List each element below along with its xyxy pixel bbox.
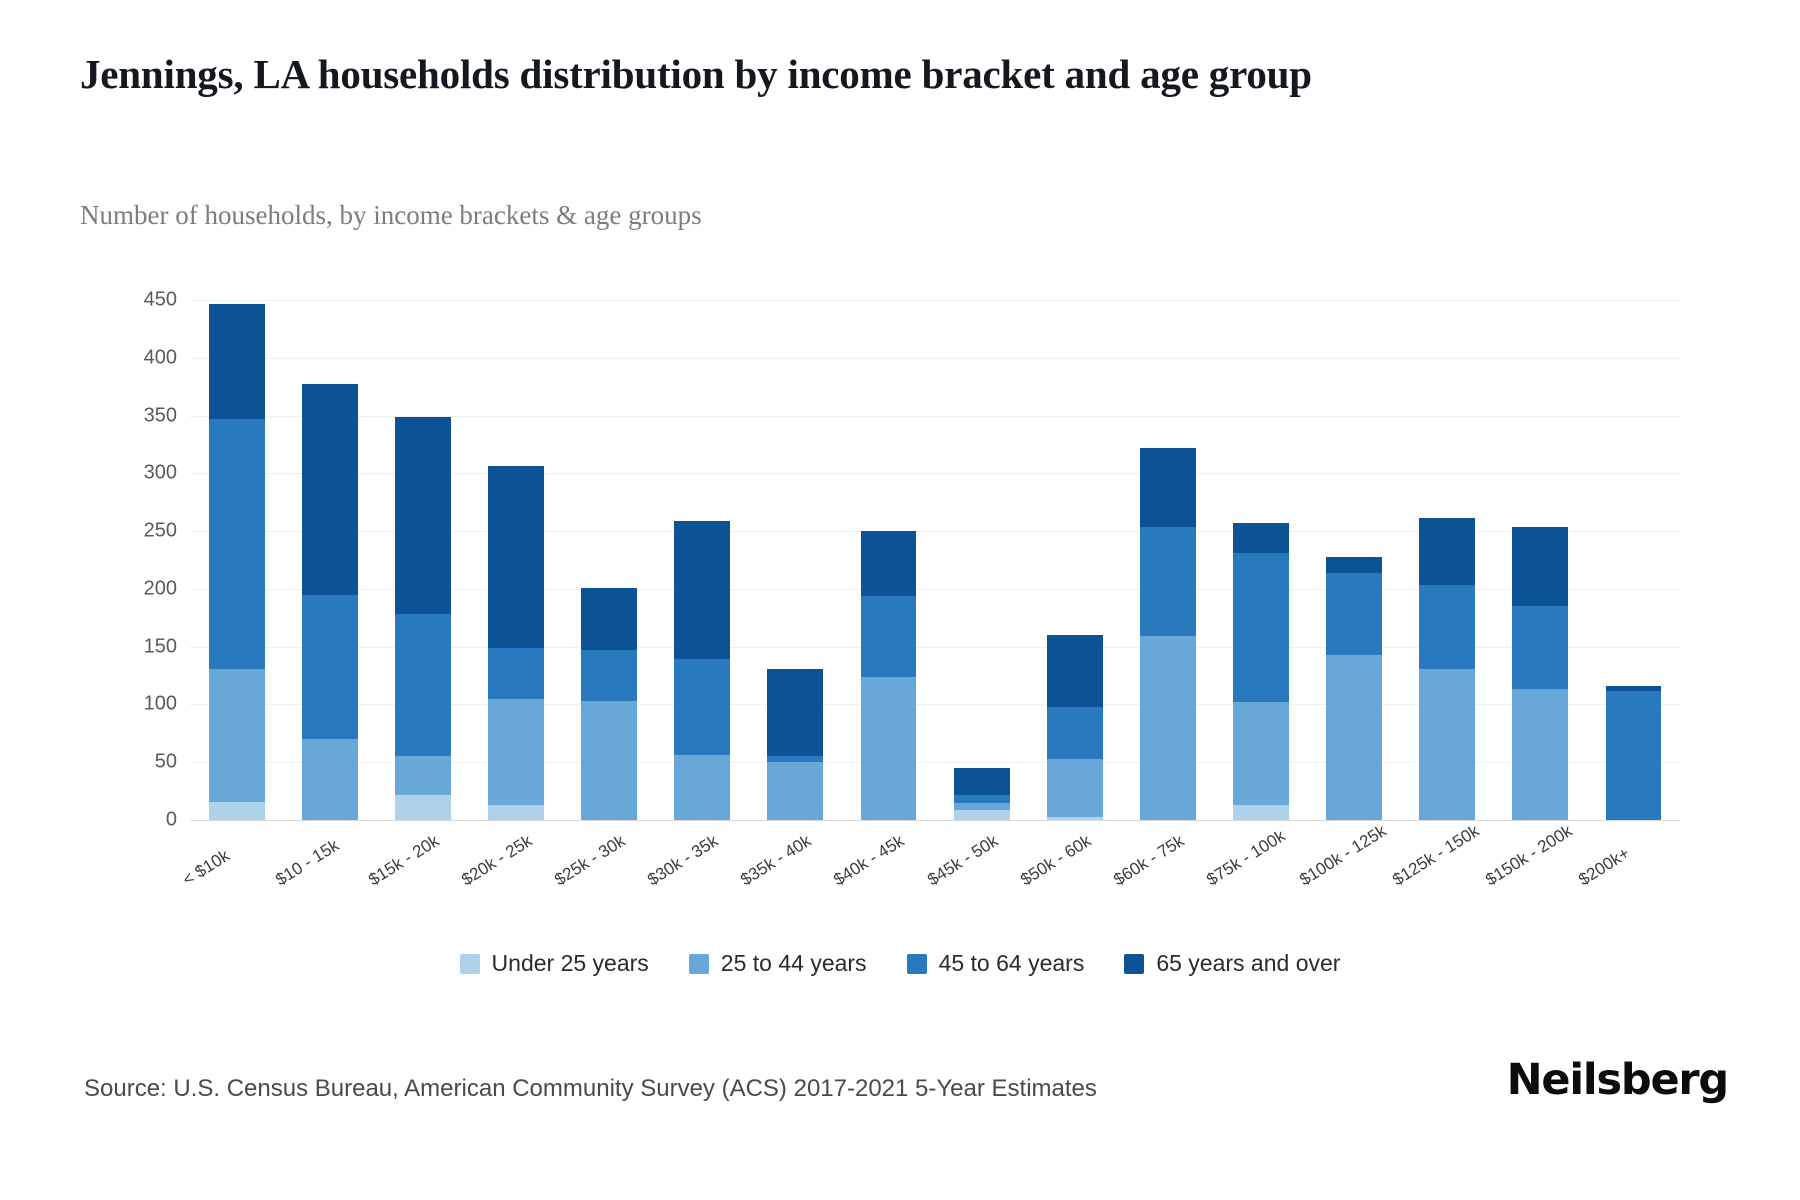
bar-segment[interactable] — [209, 304, 265, 420]
bar-segment[interactable] — [1512, 527, 1568, 607]
x-axis-tick-label: $30k - 35k — [644, 831, 722, 890]
plot-area — [143, 288, 1680, 831]
legend-item[interactable] — [460, 950, 649, 977]
bar-segment[interactable] — [954, 768, 1010, 795]
bar-slot — [1308, 300, 1401, 820]
x-axis-tick-label: $40k - 45k — [830, 831, 908, 890]
bar-slot — [1401, 300, 1494, 820]
y-axis-tick-label: 300 — [143, 461, 177, 484]
x-label-slot — [458, 828, 562, 948]
x-axis-tick-label: $60k - 75k — [1109, 831, 1188, 890]
bar-segment[interactable] — [302, 595, 358, 739]
bar-segment[interactable] — [1419, 518, 1475, 585]
bar-stack[interactable] — [395, 417, 451, 820]
x-axis-tick-label: $45k - 50k — [923, 831, 1002, 890]
x-label-slot — [1016, 828, 1121, 948]
bar-segment[interactable] — [395, 756, 451, 794]
brand-logo: Neilsberg — [1506, 1055, 1728, 1105]
bar-stack[interactable] — [1606, 686, 1662, 820]
bar-segment[interactable] — [209, 669, 265, 802]
bar-segment[interactable] — [581, 701, 637, 820]
bar-slot — [656, 300, 749, 820]
chart-container — [80, 280, 1720, 900]
bar-segment[interactable] — [767, 669, 823, 757]
y-axis-tick-label: 50 — [154, 750, 177, 773]
x-label-slot — [1482, 821, 1587, 948]
bar-segment[interactable] — [395, 614, 451, 756]
bar-slot — [1214, 300, 1307, 820]
bar-segment[interactable] — [1326, 655, 1382, 820]
bar-stack[interactable] — [954, 768, 1010, 820]
legend-swatch-icon — [460, 954, 480, 974]
y-axis-tick-label: 0 — [165, 808, 177, 831]
bar-segment[interactable] — [954, 810, 1010, 820]
bar-segment[interactable] — [209, 802, 265, 820]
bar-slot — [1121, 300, 1214, 820]
legend-swatch-icon — [689, 954, 709, 974]
page-title: Jennings, LA households distribution by income bracket and age group — [80, 51, 1312, 97]
y-axis-tick-label: 400 — [143, 346, 177, 369]
bar-segment[interactable] — [1140, 636, 1196, 820]
x-axis-tick-label: $35k - 40k — [737, 831, 815, 890]
x-axis-labels — [178, 821, 1680, 948]
bar-stack[interactable] — [767, 669, 823, 820]
bar-segment[interactable] — [1419, 585, 1475, 668]
bar-segment[interactable] — [954, 795, 1010, 803]
bar-segment[interactable] — [1140, 527, 1196, 637]
bar-slot — [376, 300, 469, 820]
y-axis-tick-label: 450 — [143, 288, 177, 311]
page-subtitle: Number of households, by income brackets & age groups — [80, 200, 702, 230]
x-label-slot — [923, 828, 1028, 948]
bar-stack[interactable] — [1512, 527, 1568, 820]
bar-segment[interactable] — [954, 803, 1010, 810]
legend-label: 25 to 44 years — [720, 950, 867, 976]
legend-item[interactable] — [1124, 950, 1340, 977]
bar-segment[interactable] — [674, 755, 730, 820]
bar-segment[interactable] — [1233, 553, 1289, 702]
y-axis-tick-label: 100 — [143, 692, 177, 715]
x-axis-tick-label: $75k - 100k — [1203, 826, 1289, 890]
bar-slot — [469, 300, 562, 820]
bar-stack[interactable] — [302, 384, 358, 820]
x-label-slot — [364, 828, 469, 948]
bar-segment[interactable] — [1512, 606, 1568, 689]
bar-segment[interactable] — [861, 531, 917, 596]
bar-segment[interactable] — [302, 739, 358, 820]
bar-segment[interactable] — [1047, 635, 1103, 707]
bar-segment[interactable] — [209, 419, 265, 669]
x-label-slot — [1296, 821, 1401, 948]
bar-stack[interactable] — [1419, 518, 1475, 820]
bar-segment[interactable] — [1233, 523, 1289, 553]
bar-stack[interactable] — [1233, 523, 1289, 820]
bar-slot — [749, 300, 842, 820]
source-note: Source: U.S. Census Bureau, American Community Survey (ACS) 2017-2021 5-Year Estimates — [84, 1075, 1097, 1102]
bar-segment[interactable] — [674, 659, 730, 755]
x-label-slot — [178, 828, 283, 948]
bar-slot — [842, 300, 935, 820]
legend-label: 65 years and over — [1156, 950, 1341, 976]
bar-segment[interactable] — [1512, 689, 1568, 820]
bar-segment[interactable] — [1606, 691, 1662, 820]
bar-segment[interactable] — [302, 384, 358, 594]
x-axis-tick-label: $10 - 15k — [271, 835, 342, 890]
legend-swatch-icon — [1124, 954, 1144, 974]
x-axis-tick-label: $25k - 30k — [551, 831, 629, 890]
bar-segment[interactable] — [1047, 817, 1103, 820]
x-label-slot — [737, 828, 842, 948]
x-label-slot — [1575, 828, 1680, 948]
bar-slot — [1587, 300, 1680, 820]
bar-stack[interactable] — [674, 521, 730, 820]
bar-slot — [190, 300, 283, 820]
bar-segment[interactable] — [1326, 557, 1382, 573]
x-axis-tick-label: < $10k — [178, 845, 233, 890]
bar-slot — [935, 300, 1028, 820]
bar-segment[interactable] — [767, 762, 823, 820]
bar-segment[interactable] — [395, 795, 451, 820]
bar-stack[interactable] — [581, 588, 637, 820]
bar-segment[interactable] — [488, 648, 544, 699]
x-label-slot — [271, 828, 376, 948]
x-axis-tick-label: $200k+ — [1575, 843, 1634, 890]
legend-label: 45 to 64 years — [938, 950, 1085, 976]
bar-stack[interactable] — [1326, 557, 1382, 820]
y-axis-tick-label: 150 — [143, 635, 177, 658]
bar-stack[interactable] — [861, 531, 917, 820]
bar-segment[interactable] — [861, 677, 917, 820]
bar-segment[interactable] — [1140, 448, 1196, 527]
x-axis-tick-label: $20k - 25k — [458, 831, 536, 890]
bar-segment[interactable] — [1047, 759, 1103, 817]
bar-segment[interactable] — [488, 805, 544, 820]
x-label-slot — [1203, 826, 1307, 948]
bar-segment[interactable] — [1326, 573, 1382, 655]
x-axis-tick-label: $50k - 60k — [1016, 831, 1095, 890]
bar-slot — [1494, 300, 1587, 820]
bar-segment[interactable] — [581, 650, 637, 701]
x-axis-tick-label: $150k - 200k — [1482, 821, 1576, 890]
legend-swatch-icon — [907, 954, 927, 974]
x-label-slot — [1389, 821, 1494, 948]
bar-segment[interactable] — [1419, 669, 1475, 820]
x-label-slot — [830, 828, 935, 948]
bar-segment[interactable] — [861, 596, 917, 677]
bar-group — [190, 300, 1680, 820]
legend-item[interactable] — [907, 950, 1085, 977]
chart-legend — [0, 950, 1800, 977]
x-label-slot — [644, 828, 749, 948]
bar-slot — [563, 300, 656, 820]
x-label-slot — [1109, 828, 1214, 948]
y-axis-tick-label: 200 — [143, 577, 177, 600]
bar-slot — [283, 300, 376, 820]
legend-label: Under 25 years — [491, 950, 649, 976]
x-label-slot — [551, 828, 656, 948]
y-axis-tick-label: 250 — [143, 519, 177, 542]
bar-segment[interactable] — [395, 417, 451, 615]
x-axis-tick-label: $15k - 20k — [364, 831, 443, 890]
bar-segment[interactable] — [581, 588, 637, 650]
bar-segment[interactable] — [488, 466, 544, 647]
x-axis-tick-label: $100k - 125k — [1296, 821, 1390, 890]
bar-stack[interactable] — [488, 466, 544, 820]
y-axis-tick-label: 350 — [143, 404, 177, 427]
bar-stack[interactable] — [1140, 448, 1196, 820]
bar-segment[interactable] — [1233, 805, 1289, 820]
bar-slot — [1028, 300, 1121, 820]
x-axis-tick-label: $125k - 150k — [1389, 821, 1483, 890]
bar-segment[interactable] — [1233, 702, 1289, 805]
bar-segment[interactable] — [674, 521, 730, 660]
bar-segment[interactable] — [488, 699, 544, 805]
bar-stack[interactable] — [1047, 635, 1103, 820]
legend-item[interactable] — [689, 950, 867, 977]
gridline — [190, 820, 1680, 821]
bar-segment[interactable] — [1047, 707, 1103, 759]
bar-stack[interactable] — [209, 304, 265, 821]
